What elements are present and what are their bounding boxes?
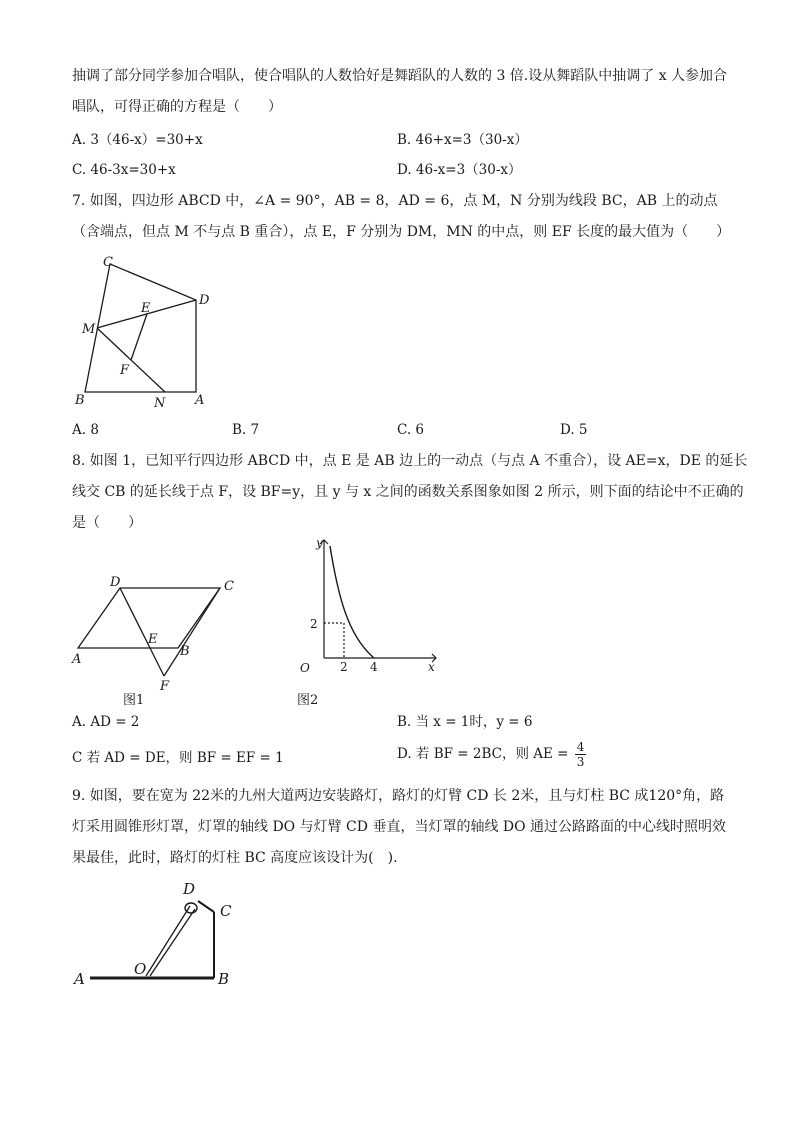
q7-option-b[interactable]: B. 7 — [232, 422, 260, 438]
q7-label-d: D — [199, 293, 210, 308]
q8-option-c[interactable]: C 若 AD = DE，则 BF = EF = 1 — [72, 750, 284, 766]
q7-label-b: B — [75, 393, 85, 408]
q7-text-line1: 7. 如图，四边形 ABCD 中，∠A = 90°，AB = 8，AD = 6，点 M，N 分别为线段 BC，AB 上的动点 — [72, 193, 718, 209]
q9-lamp-arm-cd — [198, 901, 214, 912]
q8-figure-2 — [288, 536, 448, 676]
q7-label-c: C — [103, 255, 113, 270]
q6-option-a[interactable]: A. 3（46-x）=30+x — [72, 132, 203, 148]
q6-text-line1: 抽调了部分同学参加合唱队，使合唱队的人数恰好是舞蹈队的人数的 3 倍.设从舞蹈队中抽调了 x 人参加合 — [72, 68, 728, 84]
q9-label-o: O — [134, 960, 147, 978]
q8-fig2-label-o: O — [300, 661, 310, 675]
q8-option-d-fraction — [575, 740, 587, 769]
q8-option-d-text: D. 若 BF = 2BC，则 AE = — [397, 746, 569, 762]
q9-text-line1: 9. 如图，要在宽为 22米的九州大道两边安装路灯，路灯的灯臂 CD 长 2米，且与灯柱 BC 成120°角，路 — [72, 788, 725, 804]
q9-text-line2: 灯采用圆锥形灯罩，灯罩的轴线 DO 与灯臂 CD 垂直，当灯罩的轴线 DO 通过公路路面的中心线时照明效 — [72, 819, 727, 835]
q8-text-line2: 线交 CB 的延长线于点 F，设 BF=y，且 y 与 x 之间的函数关系图象如图 2 所示，则下面的结论中不正确的 — [72, 484, 744, 500]
q8-option-b[interactable]: B. 当 x = 1时，y = 6 — [397, 714, 533, 730]
q7-label-a: A — [195, 393, 205, 408]
q7-label-e: E — [141, 301, 151, 316]
q8-fig2-label-x: x — [428, 660, 435, 674]
q8-fig2-label-y: y — [316, 536, 323, 550]
q6-option-d[interactable]: D. 46-x=3（30-x） — [397, 162, 522, 178]
q8-fig2-caption: 图2 — [297, 693, 319, 708]
q8-fig1-caption: 图1 — [123, 693, 145, 708]
q9-figure — [70, 876, 250, 996]
q8-fig1-label-d: D — [110, 575, 121, 590]
q8-fig2-x-tick-2: 2 — [340, 660, 348, 674]
q8-fig2-y-tick: 2 — [310, 617, 318, 631]
q9-label-c: C — [220, 902, 232, 920]
q7-quadrilateral — [85, 264, 196, 392]
q8-function-curve — [330, 546, 374, 658]
q6-text-line2: 唱队，可得正确的方程是（ ） — [72, 99, 282, 115]
q7-label-f: F — [120, 363, 130, 378]
q9-label-d: D — [183, 880, 196, 898]
q8-fig1-label-b: B — [180, 644, 190, 659]
q8-text-line1: 8. 如图 1，已知平行四边形 ABCD 中，点 E 是 AB 边上的一动点（与点 A 不重合），设 AE=x，DE 的延长 — [72, 453, 748, 469]
q6-option-c[interactable]: C. 46-3x=30+x — [72, 162, 176, 178]
q8-option-d[interactable] — [397, 740, 586, 769]
q7-text-line2: （含端点，但点 M 不与点 B 重合），点 E，F 分别为 DM，MN 的中点，则 EF 长度的最大值为（ ） — [72, 224, 731, 240]
q8-line-cf — [164, 588, 220, 676]
q7-figure — [70, 252, 220, 412]
q8-text-line3: 是（ ） — [72, 515, 142, 531]
q9-text-line3: 果最佳，此时，路灯的灯柱 BC 高度应该设计为( ). — [72, 850, 398, 866]
q8-figure-1 — [68, 570, 248, 695]
q7-label-m: M — [82, 322, 96, 337]
q7-option-a[interactable]: A. 8 — [72, 422, 99, 438]
q7-segment-ef — [131, 314, 147, 360]
q7-option-d[interactable]: D. 5 — [560, 422, 588, 438]
q9-lamp-shade — [185, 903, 197, 913]
q8-fig1-label-c: C — [224, 579, 234, 594]
q8-fig1-label-a: A — [72, 652, 82, 667]
q8-fig1-label-e: E — [148, 632, 158, 647]
q9-light-ray — [150, 909, 195, 976]
q8-fig1-label-f: F — [160, 679, 170, 694]
q8-option-a[interactable]: A. AD = 2 — [72, 714, 140, 730]
q9-axis-do — [146, 906, 190, 976]
q7-label-n: N — [154, 396, 166, 411]
q9-label-b: B — [218, 970, 230, 988]
q6-option-b[interactable]: B. 46+x=3（30-x） — [397, 132, 528, 148]
q9-label-a: A — [74, 970, 85, 988]
q8-fig2-x-tick-4: 4 — [370, 660, 378, 674]
q8-fraction-denominator: 3 — [576, 755, 585, 769]
q7-option-c[interactable]: C. 6 — [397, 422, 425, 438]
q8-fraction-numerator: 4 — [576, 740, 585, 754]
